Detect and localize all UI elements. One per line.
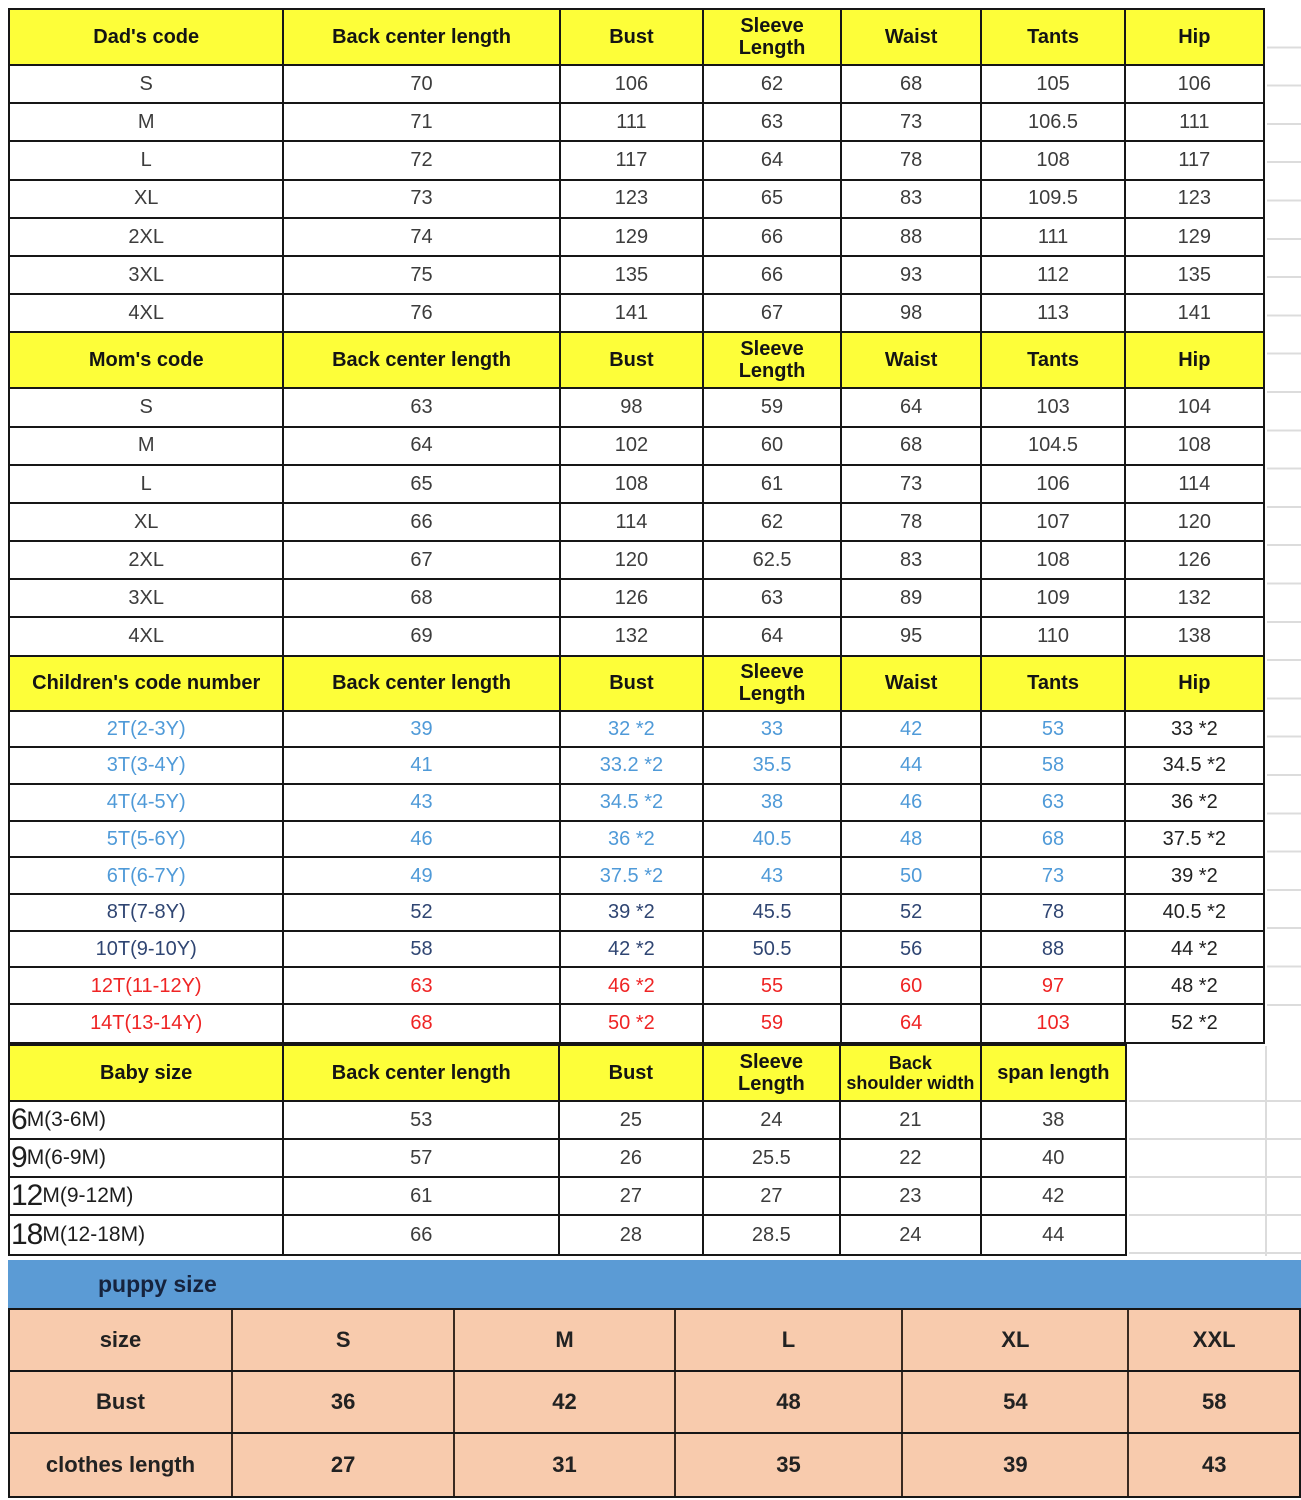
puppy-size-banner [8, 1260, 1301, 1308]
table-cell: 108 [982, 142, 1125, 178]
row-label: 12T(11-12Y) [10, 968, 284, 1003]
table-cell: 75 [284, 257, 560, 293]
table-cell: 129 [561, 219, 704, 255]
row-label: 10T(9-10Y) [10, 932, 284, 967]
row-label: 8T(7-8Y) [10, 895, 284, 930]
table-cell: 106 [982, 466, 1125, 502]
table-cell: 70 [284, 66, 560, 102]
column-header: Sleeve Length [704, 10, 842, 64]
puppy-table-row [10, 1310, 1299, 1372]
table-cell: 22 [841, 1140, 981, 1176]
baby-header-row [10, 1046, 1125, 1102]
table-cell: 36 [233, 1372, 455, 1432]
column-header: Waist [842, 10, 982, 64]
table-cell: 108 [1177, 434, 1212, 457]
row-label: 3XL [10, 580, 284, 616]
table-cell: 71 [284, 104, 560, 140]
table-cell: 60 [842, 968, 982, 1003]
table-cell: 66 [704, 219, 842, 255]
table-cell: 33 [704, 712, 842, 747]
table-cell: 88 [982, 932, 1125, 967]
table-cell: 62 [704, 66, 842, 102]
spreadsheet-empty-gridlines [1129, 1046, 1301, 1256]
table-cell: 25 [560, 1102, 703, 1138]
table-cell: 66 [284, 1216, 560, 1254]
children-size-row [10, 858, 1263, 895]
baby-size-number: 18 [11, 1218, 43, 1252]
table-cell: 68 [842, 66, 982, 102]
table-cell: 44 *2 [1170, 937, 1218, 960]
column-header: Back center length [284, 1046, 560, 1100]
row-label [10, 1216, 284, 1254]
table-cell: 73 [284, 181, 560, 217]
dad-size-row [10, 295, 1263, 333]
baby-size-range: M(3-6M) [26, 1108, 107, 1132]
row-label: 2XL [10, 219, 284, 255]
baby-size-range: M(6-9M) [26, 1146, 107, 1170]
row-label: S [10, 389, 284, 425]
column-header: Waist [842, 333, 982, 387]
baby-size-row [10, 1140, 1125, 1178]
table-cell: 53 [982, 712, 1125, 747]
table-cell: 37.5 *2 [1162, 827, 1227, 850]
table-cell: 40.5 *2 [1162, 901, 1227, 924]
mom-size-row [10, 428, 1263, 466]
table-cell: 34.5 *2 [561, 785, 704, 820]
table-cell: 114 [561, 504, 704, 540]
column-header: Bust [561, 657, 704, 710]
table-cell: 65 [704, 181, 842, 217]
table-cell: 93 [842, 257, 982, 293]
table-cell: 34.5 *2 [1162, 754, 1227, 777]
table-cell: 58 [982, 748, 1125, 783]
table-cell: 27 [233, 1434, 455, 1496]
table-cell: 26 [560, 1140, 703, 1176]
table-cell: 62.5 [704, 542, 842, 578]
table-cell: 50 *2 [561, 1005, 704, 1042]
dad-size-row [10, 181, 1263, 219]
puppy-size-table [8, 1308, 1301, 1498]
column-header: Dad's code [10, 10, 284, 64]
table-cell: 95 [842, 618, 982, 654]
children-size-row [10, 785, 1263, 822]
table-cell: 111 [982, 219, 1125, 255]
column-header: Back center length [284, 10, 560, 64]
table-cell: L [676, 1310, 904, 1370]
table-cell: 97 [982, 968, 1125, 1003]
table-cell: 63 [284, 389, 560, 425]
table-cell: 28 [560, 1216, 703, 1254]
row-label: clothes length [10, 1434, 233, 1496]
row-label: size [10, 1310, 233, 1370]
baby-size-range: M(9-12M) [42, 1184, 134, 1208]
table-cell: 129 [1177, 225, 1212, 248]
table-cell: 38 [704, 785, 842, 820]
table-cell: 73 [842, 104, 982, 140]
column-header: Back center length [284, 657, 560, 710]
table-cell: 109.5 [982, 181, 1125, 217]
table-cell: 68 [284, 580, 560, 616]
table-cell: 64 [284, 428, 560, 464]
table-cell: 66 [284, 504, 560, 540]
children-size-row [10, 748, 1263, 785]
table-cell: 42 [842, 712, 982, 747]
table-cell: 109 [982, 580, 1125, 616]
table-cell: 105 [982, 66, 1125, 102]
table-cell: 112 [982, 257, 1125, 293]
table-cell: 74 [284, 219, 560, 255]
table-cell: 42 [1042, 1184, 1065, 1207]
table-cell: 141 [1177, 302, 1212, 325]
column-header: Hip [1126, 657, 1263, 710]
table-cell: 138 [1177, 625, 1212, 648]
row-label: M [10, 428, 284, 464]
mom-size-row [10, 580, 1263, 618]
table-cell: 48 *2 [1170, 974, 1218, 997]
table-cell: 46 [284, 822, 560, 857]
spreadsheet-empty-gridlines [1267, 10, 1301, 1042]
table-cell: 32 *2 [561, 712, 704, 747]
mom-size-row [10, 466, 1263, 504]
table-cell: XXL [1192, 1326, 1236, 1352]
row-label: S [10, 66, 284, 102]
table-cell: 68 [842, 428, 982, 464]
table-cell: 39 [284, 712, 560, 747]
children-size-row [10, 1005, 1263, 1042]
children-size-row [10, 895, 1263, 932]
puppy-table-row [10, 1372, 1299, 1434]
column-header: Hip [1126, 10, 1263, 64]
children-size-row [10, 712, 1263, 749]
baby-size-table [8, 1044, 1127, 1256]
table-cell: 52 [284, 895, 560, 930]
mom-size-row [10, 389, 1263, 427]
puppy-size-title: puppy size [98, 1270, 217, 1297]
table-cell: 36 *2 [561, 822, 704, 857]
table-cell: 40.5 [704, 822, 842, 857]
puppy-table-row [10, 1434, 1299, 1496]
table-cell: 57 [284, 1140, 560, 1176]
table-cell: 53 [284, 1102, 560, 1138]
table-cell: 28.5 [704, 1216, 842, 1254]
table-cell: 27 [704, 1178, 842, 1214]
table-cell: 72 [284, 142, 560, 178]
table-cell: 126 [561, 580, 704, 616]
children-size-row [10, 932, 1263, 969]
table-cell: 141 [561, 295, 704, 331]
table-cell: 111 [1179, 111, 1210, 134]
table-cell: 46 [842, 785, 982, 820]
table-cell: S [233, 1310, 455, 1370]
table-cell: 37.5 *2 [561, 858, 704, 893]
table-cell: 78 [842, 142, 982, 178]
row-label: XL [10, 181, 284, 217]
row-label: 14T(13-14Y) [10, 1005, 284, 1042]
table-cell: 46 *2 [561, 968, 704, 1003]
column-header: Tants [982, 10, 1125, 64]
table-cell: 27 [560, 1178, 703, 1214]
baby-size-number: 9 [11, 1141, 27, 1175]
table-cell: 24 [704, 1102, 842, 1138]
row-label: 6T(6-7Y) [10, 858, 284, 893]
table-cell: XL [903, 1310, 1129, 1370]
table-cell: 63 [982, 785, 1125, 820]
table-cell: 63 [704, 104, 842, 140]
row-label: 5T(5-6Y) [10, 822, 284, 857]
dad-size-row [10, 104, 1263, 142]
table-cell: 50 [842, 858, 982, 893]
table-cell: 114 [1178, 472, 1211, 495]
column-header: Baby size [10, 1046, 284, 1100]
children-size-row [10, 822, 1263, 859]
row-label: Bust [10, 1372, 233, 1432]
table-cell: 61 [704, 466, 842, 502]
table-cell: 43 [1201, 1451, 1227, 1477]
family-size-table [8, 8, 1265, 1044]
table-cell: 65 [284, 466, 560, 502]
table-cell: 135 [561, 257, 704, 293]
table-cell: 49 [284, 858, 560, 893]
table-cell: 132 [561, 618, 704, 654]
row-label: 3XL [10, 257, 284, 293]
baby-size-row [10, 1102, 1125, 1140]
table-cell: 123 [561, 181, 704, 217]
table-cell: 56 [842, 932, 982, 967]
column-header: Waist [842, 657, 982, 710]
baby-size-number: 6 [11, 1103, 27, 1137]
dad-size-row [10, 257, 1263, 295]
table-cell: 44 [842, 748, 982, 783]
table-cell: 66 [704, 257, 842, 293]
row-label [10, 1140, 284, 1176]
baby-size-row [10, 1178, 1125, 1216]
table-cell: 123 [1177, 187, 1212, 210]
table-cell: 104.5 [982, 428, 1125, 464]
row-label [10, 1178, 284, 1214]
table-cell: 59 [704, 1005, 842, 1042]
table-cell: 33 *2 [1170, 717, 1218, 740]
table-cell: 55 [704, 968, 842, 1003]
table-cell: 104 [1177, 396, 1212, 419]
baby-size-row [10, 1216, 1125, 1254]
table-cell: 43 [704, 858, 842, 893]
column-header: Bust [561, 333, 704, 387]
table-cell: 89 [842, 580, 982, 616]
mom-size-row [10, 618, 1263, 656]
row-label: 4T(4-5Y) [10, 785, 284, 820]
table-cell: 67 [284, 542, 560, 578]
row-label: 2XL [10, 542, 284, 578]
table-cell: 108 [561, 466, 704, 502]
table-cell: 120 [561, 542, 704, 578]
column-header: span length [982, 1046, 1125, 1100]
table-cell: 117 [561, 142, 704, 178]
table-cell: 52 *2 [1170, 1012, 1218, 1035]
table-cell: 120 [1177, 510, 1212, 533]
row-label: L [10, 466, 284, 502]
table-cell: 52 [842, 895, 982, 930]
row-label [10, 1102, 284, 1138]
table-cell: 103 [982, 389, 1125, 425]
table-cell: 35.5 [704, 748, 842, 783]
column-header: Back center length [284, 333, 560, 387]
column-header: Mom's code [10, 333, 284, 387]
table-cell: 42 *2 [561, 932, 704, 967]
table-cell: 58 [1201, 1388, 1227, 1414]
row-label: 3T(3-4Y) [10, 748, 284, 783]
table-cell: 35 [676, 1434, 904, 1496]
table-cell: 43 [284, 785, 560, 820]
table-cell: 64 [704, 142, 842, 178]
table-cell: 135 [1177, 263, 1212, 286]
table-cell: 59 [704, 389, 842, 425]
table-cell: 42 [455, 1372, 675, 1432]
column-header: Sleeve Length [704, 333, 842, 387]
table-cell: 73 [842, 466, 982, 502]
table-cell: 33.2 *2 [561, 748, 704, 783]
table-cell: 106 [1177, 72, 1212, 95]
column-header: Children's code number [10, 657, 284, 710]
table-cell: M [455, 1310, 675, 1370]
table-cell: 58 [284, 932, 560, 967]
table-cell: 64 [704, 618, 842, 654]
mom-size-row [10, 504, 1263, 542]
baby-size-range: M(12-18M) [42, 1223, 146, 1247]
table-cell: 44 [1042, 1223, 1065, 1246]
table-cell: 64 [842, 1005, 982, 1042]
column-header: Hip [1126, 333, 1263, 387]
column-header: Tants [982, 657, 1125, 710]
row-label: XL [10, 504, 284, 540]
table-cell: 111 [561, 104, 704, 140]
table-cell: 50.5 [704, 932, 842, 967]
column-header: Sleeve Length [704, 657, 842, 710]
table-cell: 60 [704, 428, 842, 464]
table-cell: 98 [561, 389, 704, 425]
dad-header-row [10, 10, 1263, 66]
table-cell: 63 [284, 968, 560, 1003]
table-cell: 40 [1042, 1146, 1065, 1169]
row-label: M [10, 104, 284, 140]
table-cell: 113 [982, 295, 1125, 331]
table-cell: 54 [903, 1372, 1129, 1432]
table-cell: 126 [1177, 548, 1212, 571]
table-cell: 102 [561, 428, 704, 464]
table-cell: 76 [284, 295, 560, 331]
table-cell: 106 [561, 66, 704, 102]
column-header: Back shoulder width [841, 1046, 981, 1100]
table-cell: 78 [842, 504, 982, 540]
table-cell: 110 [982, 618, 1125, 654]
table-cell: 63 [704, 580, 842, 616]
table-cell: 41 [284, 748, 560, 783]
table-cell: 83 [842, 542, 982, 578]
table-cell: 83 [842, 181, 982, 217]
table-cell: 24 [841, 1216, 981, 1254]
table-cell: 45.5 [704, 895, 842, 930]
table-cell: 31 [455, 1434, 675, 1496]
dad-size-row [10, 219, 1263, 257]
table-cell: 73 [982, 858, 1125, 893]
dad-size-row [10, 142, 1263, 180]
mom-header-row [10, 333, 1263, 389]
table-cell: 48 [842, 822, 982, 857]
column-header: Sleeve Length [704, 1046, 842, 1100]
table-cell: 88 [842, 219, 982, 255]
table-cell: 103 [982, 1005, 1125, 1042]
row-label: 2T(2-3Y) [10, 712, 284, 747]
table-cell: 78 [982, 895, 1125, 930]
table-cell: 36 *2 [1170, 791, 1218, 814]
table-cell: 68 [982, 822, 1125, 857]
table-cell: 69 [284, 618, 560, 654]
children-header-row [10, 657, 1263, 712]
table-cell: 117 [1178, 149, 1211, 172]
column-header: Bust [560, 1046, 703, 1100]
dad-size-row [10, 66, 1263, 104]
row-label: 4XL [10, 295, 284, 331]
table-cell: 106.5 [982, 104, 1125, 140]
children-size-row [10, 968, 1263, 1005]
column-header: Tants [982, 333, 1125, 387]
table-cell: 132 [1177, 587, 1212, 610]
table-cell: 64 [842, 389, 982, 425]
table-cell: 98 [842, 295, 982, 331]
table-cell: 62 [704, 504, 842, 540]
table-cell: 25.5 [704, 1140, 842, 1176]
baby-size-number: 12 [11, 1179, 43, 1213]
row-label: L [10, 142, 284, 178]
table-cell: 68 [284, 1005, 560, 1042]
table-cell: 39 *2 [561, 895, 704, 930]
table-cell: 107 [982, 504, 1125, 540]
column-header: Bust [561, 10, 704, 64]
row-label: 4XL [10, 618, 284, 654]
mom-size-row [10, 542, 1263, 580]
table-cell: 38 [1042, 1108, 1065, 1131]
table-cell: 67 [704, 295, 842, 331]
table-cell: 48 [676, 1372, 904, 1432]
table-cell: 21 [841, 1102, 981, 1138]
table-cell: 23 [841, 1178, 981, 1214]
table-cell: 39 [903, 1434, 1129, 1496]
table-cell: 39 *2 [1170, 864, 1218, 887]
table-cell: 61 [284, 1178, 560, 1214]
table-cell: 108 [982, 542, 1125, 578]
